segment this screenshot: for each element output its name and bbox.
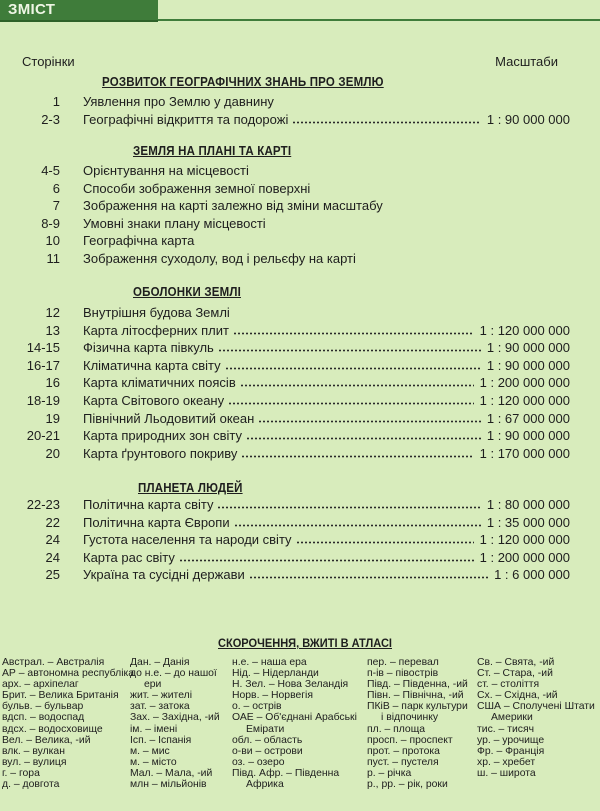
toc-entry[interactable] bbox=[0, 549, 600, 567]
toc-page-number: 10 bbox=[45, 233, 60, 249]
toc-entry-title: Політична карта світу bbox=[83, 497, 214, 512]
abbreviations-column bbox=[367, 657, 468, 790]
toc-page-number: 12 bbox=[45, 305, 60, 320]
abbreviation-item: Св. – Свята, -ий bbox=[477, 657, 555, 668]
toc-entry-title: Зображення суходолу, вод і рельєфу на карті bbox=[83, 251, 356, 266]
toc-page-number: 16 bbox=[45, 375, 60, 391]
toc-entry-title: Внутрішня будова Землі bbox=[83, 305, 230, 320]
toc-entry[interactable] bbox=[0, 180, 600, 198]
toc-page-number: 8-9 bbox=[41, 215, 60, 231]
abbreviation-item: пл. – площа bbox=[367, 723, 426, 735]
abbreviation-item: Австрал. – Австралія bbox=[2, 657, 105, 668]
toc-entry-title: Карта рас світу bbox=[83, 549, 175, 565]
toc-page-number: 25 bbox=[45, 567, 60, 583]
toc-entry-title: Орієнтування на місцевості bbox=[83, 163, 249, 178]
abbreviation-item: і відпочинку bbox=[381, 712, 439, 724]
abbreviation-item: м. – місто bbox=[130, 756, 177, 768]
toc-entry-scale: 1 : 120 000 000 bbox=[479, 532, 570, 548]
toc-entry[interactable] bbox=[0, 215, 600, 233]
toc-entry[interactable] bbox=[0, 427, 600, 445]
abbreviation-item: о-ви – острови bbox=[232, 745, 303, 757]
toc-page-number: 22-23 bbox=[26, 497, 60, 512]
abbreviation-item: Півд. Афр. – Південна bbox=[232, 767, 340, 779]
dot-leader bbox=[249, 576, 488, 579]
toc-entry-title: Карта кліматичних поясів bbox=[83, 375, 236, 391]
abbreviation-item: Зах. – Західна, -ий bbox=[130, 712, 220, 724]
toc-entry-scale: 1 : 90 000 000 bbox=[486, 111, 570, 127]
dot-leader bbox=[179, 559, 474, 562]
toc-entry[interactable] bbox=[0, 197, 600, 215]
section-title: ЗЕМЛЯ НА ПЛАНІ ТА КАРТІ bbox=[133, 144, 292, 158]
toc-entry-scale: 1 : 6 000 000 bbox=[494, 567, 570, 583]
abbreviation-item: р., рр. – рік, роки bbox=[367, 779, 448, 791]
abbreviation-item: Півн. – Північна, -ий bbox=[367, 690, 464, 702]
toc-entry-title: Політична карта Європи bbox=[83, 514, 230, 530]
abbreviation-item: г. – гора bbox=[2, 767, 40, 779]
toc-entry[interactable] bbox=[0, 392, 600, 410]
abbreviation-item: до н.е. – до нашої bbox=[130, 668, 217, 680]
dot-leader bbox=[233, 332, 474, 335]
toc-entry-scale: 1 : 170 000 000 bbox=[479, 445, 570, 461]
toc-entry[interactable] bbox=[0, 339, 600, 357]
toc-entry-scale: 1 : 67 000 000 bbox=[486, 410, 570, 426]
toc-page-number: 20 bbox=[45, 445, 60, 461]
abbreviation-item: Норв. – Норвегія bbox=[232, 690, 313, 702]
abbreviation-item: просп. – проспект bbox=[367, 734, 453, 746]
toc-page-number: 2-3 bbox=[41, 111, 60, 127]
abbreviation-item: прот. – протока bbox=[367, 745, 440, 757]
pages-column-header: Сторінки bbox=[22, 54, 75, 69]
toc-page-number: 24 bbox=[45, 532, 60, 548]
abbreviation-item: Африка bbox=[246, 779, 284, 791]
abbreviation-item: Ісп. – Іспанія bbox=[130, 734, 192, 746]
abbreviation-item: ш. – широта bbox=[477, 767, 536, 779]
abbreviations-column bbox=[477, 657, 595, 779]
abbreviation-item: п-ів – півострів bbox=[367, 668, 439, 680]
section-title: РОЗВИТОК ГЕОГРАФІЧНИХ ЗНАНЬ ПРО ЗЕМЛЮ bbox=[102, 75, 384, 89]
toc-page-number: 19 bbox=[45, 410, 60, 426]
abbreviation-item: д. – довгота bbox=[2, 779, 60, 791]
abbreviation-item: США – Сполучені Штати bbox=[477, 701, 595, 713]
toc-entry[interactable] bbox=[0, 162, 600, 180]
dot-leader bbox=[228, 402, 474, 405]
abbreviation-item: ОАЕ – Об'єднані Арабські bbox=[232, 712, 357, 724]
toc-page-number: 7 bbox=[52, 198, 60, 214]
abbreviation-item: Емірати bbox=[246, 723, 285, 735]
toc-entry-scale: 1 : 35 000 000 bbox=[486, 514, 570, 530]
dot-leader bbox=[241, 455, 474, 458]
abbreviation-item: н.е. – наша ера bbox=[232, 657, 307, 668]
toc-entry[interactable] bbox=[0, 410, 600, 428]
header-rule bbox=[158, 19, 600, 21]
toc-entry-title: Карта Світового океану bbox=[83, 393, 225, 408]
dot-leader bbox=[240, 384, 474, 387]
abbreviation-item: оз. – озеро bbox=[232, 756, 285, 768]
toc-page-number: 11 bbox=[46, 251, 60, 266]
abbreviation-item: ур. – урочище bbox=[477, 734, 545, 746]
toc-entry[interactable] bbox=[0, 496, 600, 514]
toc-entry-title: Фізична карта півкуль bbox=[83, 340, 214, 356]
toc-page-number: 20-21 bbox=[26, 428, 60, 444]
toc-entry[interactable] bbox=[0, 514, 600, 532]
abbreviation-item: о. – острів bbox=[232, 701, 282, 713]
abbreviation-item: зат. – затока bbox=[130, 701, 190, 713]
abbreviation-item: Сх. – Східна, -ий bbox=[477, 690, 558, 702]
toc-entry[interactable] bbox=[0, 111, 600, 129]
dot-leader bbox=[217, 506, 481, 509]
toc-entry-title: Північний Льодовитий океан bbox=[83, 410, 255, 426]
dot-leader bbox=[234, 524, 481, 527]
abbreviation-item: ст. – століття bbox=[477, 679, 540, 691]
toc-entry-scale: 1 : 200 000 000 bbox=[479, 549, 570, 565]
toc-page-number: 1 bbox=[52, 94, 60, 109]
toc-entry[interactable] bbox=[0, 304, 600, 322]
abbreviation-item: арх. – архіпелаг bbox=[2, 679, 79, 691]
abbreviation-item: р. – річка bbox=[367, 767, 412, 779]
abbreviation-item: вул. – вулиця bbox=[2, 756, 67, 768]
abbreviation-item: ім. – імені bbox=[130, 723, 178, 735]
section-title: ПЛАНЕТА ЛЮДЕЙ bbox=[138, 481, 243, 495]
dot-leader bbox=[246, 437, 481, 440]
abbreviation-item: пуст. – пустеля bbox=[367, 756, 439, 768]
dot-leader bbox=[218, 349, 481, 352]
toc-entry-scale: 1 : 90 000 000 bbox=[486, 428, 570, 444]
toc-page-number: 4-5 bbox=[41, 163, 60, 178]
abbreviation-item: Нід. – Нідерланди bbox=[232, 668, 319, 680]
toc-entry-title: Умовні знаки плану місцевості bbox=[83, 215, 266, 231]
toc-entry-title: Україна та сусідні держави bbox=[83, 567, 245, 583]
toc-entry[interactable] bbox=[0, 93, 600, 111]
dot-leader bbox=[258, 420, 481, 423]
toc-page-number: 6 bbox=[52, 180, 60, 196]
abbreviation-item: хр. – хребет bbox=[477, 756, 536, 768]
toc-entry-scale: 1 : 80 000 000 bbox=[486, 497, 570, 512]
scales-column-header: Масштаби bbox=[495, 54, 558, 69]
toc-entry-title: Кліматична карта світу bbox=[83, 357, 221, 373]
abbreviation-item: млн – мільйонів bbox=[130, 779, 207, 791]
toc-entry-title: Густота населення та народи світу bbox=[83, 532, 292, 548]
toc-entry-scale: 1 : 90 000 000 bbox=[486, 340, 570, 356]
toc-entry-scale: 1 : 90 000 000 bbox=[486, 357, 570, 373]
abbreviation-item: Брит. – Велика Британія bbox=[2, 690, 119, 702]
abbreviations-column bbox=[232, 657, 357, 790]
toc-entry-scale: 1 : 200 000 000 bbox=[479, 375, 570, 391]
header-bar bbox=[0, 0, 158, 22]
abbreviations-column bbox=[130, 657, 220, 790]
toc-page-number: 24 bbox=[45, 549, 60, 565]
toc-entry-scale: 1 : 120 000 000 bbox=[479, 393, 570, 408]
abbreviation-item: Дан. – Данія bbox=[130, 657, 190, 668]
abbreviation-item: тис. – тисяч bbox=[477, 723, 534, 735]
toc-entry[interactable] bbox=[0, 531, 600, 549]
abbreviation-item: Ст. – Стара, -ий bbox=[477, 668, 553, 680]
toc-entry-title: Уявлення про Землю у давнину bbox=[83, 94, 274, 109]
abbreviation-item: Півд. – Південна, -ий bbox=[367, 679, 468, 691]
abbreviation-item: ери bbox=[144, 679, 162, 691]
abbreviation-item: пер. – перевал bbox=[367, 657, 439, 668]
toc-entry-title: Способи зображення земної поверхні bbox=[83, 180, 311, 196]
abbreviation-item: вдсх. – водосховище bbox=[2, 723, 103, 735]
abbreviation-item: обл. – область bbox=[232, 734, 303, 746]
dot-leader bbox=[225, 367, 481, 370]
toc-entry[interactable] bbox=[0, 445, 600, 463]
toc-entry-title: Карта ґрунтового покриву bbox=[83, 445, 238, 461]
abbreviation-item: Вел. – Велика, -ий bbox=[2, 734, 91, 746]
abbreviation-item: жит. – жителі bbox=[130, 690, 193, 702]
toc-page-number: 14-15 bbox=[26, 340, 60, 356]
section-title: ОБОЛОНКИ ЗЕМЛІ bbox=[133, 285, 241, 299]
abbreviation-item: АР – автономна республіка bbox=[2, 668, 135, 680]
abbreviation-item: влк. – вулкан bbox=[2, 745, 65, 757]
abbreviation-item: вдсп. – водоспад bbox=[2, 712, 85, 724]
toc-entry-title: Зображення на карті залежно від зміни масштабу bbox=[83, 198, 383, 214]
toc-entry-title: Карта літосферних плит bbox=[83, 322, 229, 338]
toc-entry[interactable] bbox=[0, 357, 600, 375]
toc-page-number: 22 bbox=[45, 514, 60, 530]
toc-entry-scale: 1 : 120 000 000 bbox=[479, 322, 570, 338]
toc-entry-title: Географічні відкриття та подорожі bbox=[83, 111, 289, 127]
toc-entry[interactable] bbox=[0, 566, 600, 584]
dot-leader bbox=[296, 541, 474, 544]
toc-entry[interactable] bbox=[0, 232, 600, 250]
toc-page-number: 13 bbox=[45, 322, 60, 338]
abbreviation-item: Фр. – Франція bbox=[477, 745, 545, 757]
abbreviations-column bbox=[2, 657, 134, 790]
toc-entry[interactable] bbox=[0, 322, 600, 340]
abbreviation-item: бульв. – бульвар bbox=[2, 701, 84, 713]
toc-entry-title: Географічна карта bbox=[83, 233, 195, 249]
dot-leader bbox=[292, 121, 481, 124]
toc-entry[interactable] bbox=[0, 250, 600, 268]
toc-entry-title: Карта природних зон світу bbox=[83, 428, 242, 444]
toc-entry[interactable] bbox=[0, 374, 600, 392]
toc-page-number: 16-17 bbox=[26, 357, 60, 373]
page-title: ЗМІСТ bbox=[8, 1, 56, 18]
toc-page-number: 18-19 bbox=[26, 393, 60, 408]
abbreviation-item: м. – мис bbox=[130, 745, 170, 757]
abbreviation-item: Америки bbox=[491, 712, 533, 724]
abbreviation-item: Мал. – Мала, -ий bbox=[130, 767, 213, 779]
abbreviation-item: ПКіВ – парк культури bbox=[367, 701, 468, 713]
abbreviations-title: СКОРОЧЕННЯ, ВЖИТІ В АТЛАСІ bbox=[218, 636, 393, 650]
abbreviation-item: Н. Зел. – Нова Зеландія bbox=[232, 679, 349, 691]
